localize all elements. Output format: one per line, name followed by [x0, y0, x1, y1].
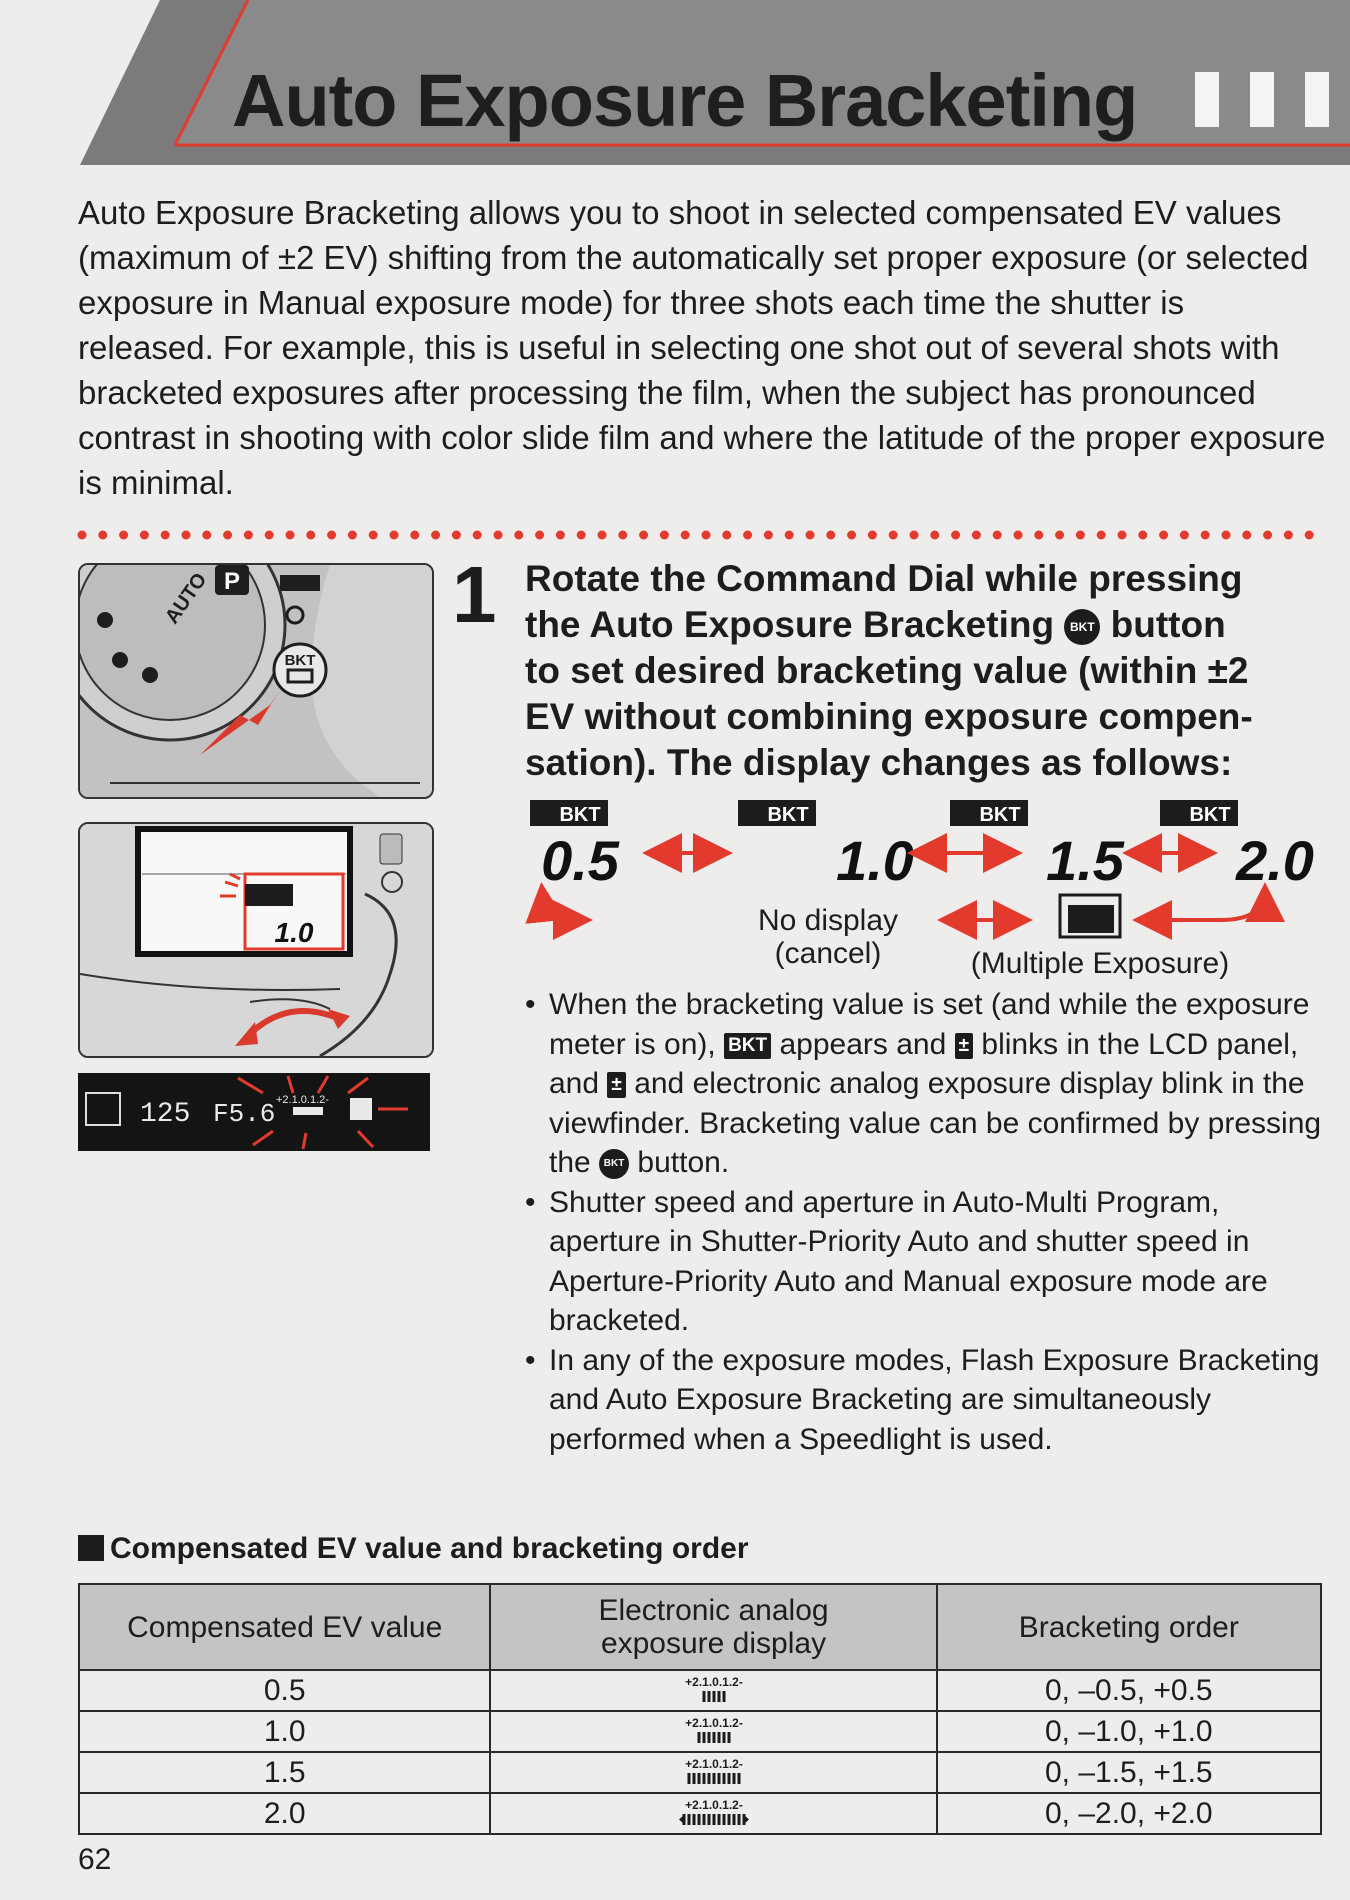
order-cell: 0, –2.0, +2.0	[937, 1793, 1321, 1834]
exposure-bar	[697, 1814, 700, 1825]
bkt-icon-label: BKT	[767, 804, 809, 826]
exposure-bar	[702, 1732, 705, 1743]
order-cell: 0, –0.5, +0.5	[937, 1670, 1321, 1711]
exposure-bar	[712, 1691, 715, 1702]
step-line	[525, 602, 1315, 648]
exposure-bar	[722, 1691, 725, 1702]
divider-dot	[764, 531, 773, 540]
bkt-button-label: BKT	[284, 652, 316, 669]
col-header-display	[490, 1584, 936, 1670]
exposure-bars	[687, 1773, 740, 1784]
notes-list	[525, 985, 1325, 1459]
page-number: 62	[78, 1843, 112, 1876]
table-row	[79, 1711, 1321, 1752]
lcd-aperture: F5.6	[213, 1099, 276, 1129]
scale-label: +2.1.0.1.2-	[684, 1675, 743, 1690]
divider-dot	[1118, 531, 1127, 540]
intro-paragraph: Auto Exposure Bracketing allows you to shoot in selected compensated EV values (maximum of ±2 EV) shifting from the automatically set proper exposure (or selected exposure in Manual exposure mode) for three shots each time the shutter is released. For example, this is useful in selecting one shot out of several shots with bracketed exposures after processing the film, when the subject has pronounced contrast in shooting with color slide film and where the latitude of the proper exposure is minimal.	[78, 194, 1326, 501]
exposure-bar	[717, 1732, 720, 1743]
divider-dot	[223, 531, 232, 540]
divider-dot	[556, 531, 565, 540]
arrow-icon	[1140, 890, 1265, 920]
multiple-exposure-label: (Multiple Exposure)	[970, 947, 1230, 980]
scale-label: +2.1.0.1.2-	[684, 1798, 743, 1813]
bkt-display-icon	[738, 800, 816, 826]
exposure-bar	[732, 1814, 735, 1825]
divider-dot	[202, 531, 211, 540]
no-display-label: No display	[757, 904, 899, 937]
divider-dot	[1222, 531, 1231, 540]
divider-dot	[161, 531, 170, 540]
bkt-icon-label: BKT	[559, 804, 601, 826]
exposure-bar	[692, 1814, 695, 1825]
divider-dot	[182, 531, 191, 540]
step-line: EV without combining exposure compen-	[525, 696, 1253, 737]
exposure-bar	[692, 1773, 695, 1784]
divider-dot	[1159, 531, 1168, 540]
divider-dot	[972, 531, 981, 540]
col-header-line: exposure display	[600, 1627, 827, 1660]
sequence-value: 1.0	[836, 829, 914, 892]
step-line: sation). The display changes as follows:	[525, 742, 1233, 783]
step-text: the Auto Exposure Bracketing	[525, 604, 1055, 645]
overflow-arrow-icon	[679, 1814, 685, 1825]
bkt-round-icon: BKT	[1064, 609, 1100, 645]
ev-compensation-icon: ±	[607, 1072, 625, 1098]
divider-dot	[265, 531, 274, 540]
note-text: and electronic analog exposure display blink in the viewfinder. Bracketing value can be confirmed by pressing the	[549, 1067, 1322, 1179]
exposure-bar	[707, 1691, 710, 1702]
page-title: Auto Exposure Bracketing	[232, 59, 1138, 142]
ev-cell: 2.0	[79, 1793, 490, 1834]
divider-dot	[473, 531, 482, 540]
list-item: • Shutter speed and aperture in Auto-Multi Program, aperture in Shutter-Priority Auto and shutter speed in Aperture-Priority Auto and Manual exposure mode are bracketed.	[525, 1183, 1325, 1341]
exposure-bars	[679, 1814, 749, 1825]
sequence-value: 0.5	[541, 829, 619, 892]
bracketing-table	[78, 1583, 1322, 1835]
table-row	[79, 1793, 1321, 1834]
exposure-bar	[727, 1814, 730, 1825]
ev-cell: 1.5	[79, 1752, 490, 1793]
exposure-bar	[722, 1814, 725, 1825]
exposure-bar	[727, 1732, 730, 1743]
divider-dot	[1014, 531, 1023, 540]
ev-compensation-icon: ±	[955, 1033, 973, 1059]
bkt-icon: BKT	[724, 1033, 771, 1059]
exposure-bar	[717, 1773, 720, 1784]
exposure-bar	[732, 1773, 735, 1784]
exposure-bar	[712, 1773, 715, 1784]
divider-dot	[598, 531, 607, 540]
divider-dot	[889, 531, 898, 540]
divider-dot	[1180, 531, 1189, 540]
exposure-bar	[702, 1814, 705, 1825]
divider-dot	[1055, 531, 1064, 540]
exposure-bar	[727, 1773, 730, 1784]
divider-dot	[514, 531, 523, 540]
divider-dot	[660, 531, 669, 540]
divider-dot	[452, 531, 461, 540]
divider-dot	[1138, 531, 1147, 540]
step-number: 1	[452, 550, 497, 639]
exposure-bar	[707, 1773, 710, 1784]
divider-dot	[577, 531, 586, 540]
bracketing-sequence-diagram	[520, 795, 1320, 985]
divider-dot	[785, 531, 794, 540]
divider-dot	[951, 531, 960, 540]
exposure-bar	[687, 1814, 690, 1825]
divider-dot	[847, 531, 856, 540]
divider-dot	[1263, 531, 1272, 540]
divider-dot	[826, 531, 835, 540]
exposure-bar	[722, 1732, 725, 1743]
divider-dot	[1201, 531, 1210, 540]
cancel-label: (cancel)	[774, 937, 882, 970]
divider-dot	[78, 531, 87, 540]
note-text: button.	[637, 1146, 730, 1179]
lcd-scale: +2.1.0.1.2-	[276, 1094, 329, 1106]
exposure-bar	[687, 1773, 690, 1784]
table-heading	[78, 1532, 749, 1566]
square-bullet-icon	[78, 1535, 104, 1561]
scale-label: +2.1.0.1.2-	[684, 1757, 743, 1772]
ev-cell: 1.0	[79, 1711, 490, 1752]
divider-dot	[369, 531, 378, 540]
divider-dot	[410, 531, 419, 540]
divider-dot	[327, 531, 336, 540]
dotted-divider	[76, 528, 1326, 542]
camera-dial-illustration	[78, 563, 434, 799]
exposure-bar	[737, 1814, 740, 1825]
divider-dot	[494, 531, 503, 540]
divider-dot	[1076, 531, 1085, 540]
table-header-row	[79, 1584, 1321, 1670]
sequence-value: 2.0	[1236, 829, 1314, 892]
viewfinder-illustration	[78, 822, 434, 1058]
note-text: blinks in the LCD panel, and	[549, 1027, 1299, 1100]
dial-auto-label: AUTO	[161, 569, 212, 628]
lcd-panel-illustration	[78, 1073, 430, 1151]
bkt-display-icon	[530, 800, 608, 826]
divider-dot	[1305, 531, 1314, 540]
list-item	[525, 985, 1325, 1183]
divider-dot	[98, 531, 107, 540]
divider-dot	[140, 531, 149, 540]
exposure-bar	[712, 1814, 715, 1825]
exposure-bar	[697, 1773, 700, 1784]
divider-dot	[348, 531, 357, 540]
analog-display-icon	[659, 1797, 769, 1831]
order-cell: 0, –1.0, +1.0	[937, 1711, 1321, 1752]
note-text: When the bracketing value is set (and while the exposure meter is on),	[549, 988, 1310, 1061]
scale-label: +2.1.0.1.2-	[684, 1716, 743, 1731]
display-cell	[490, 1793, 936, 1834]
divider-dot	[910, 531, 919, 540]
divider-dot	[681, 531, 690, 540]
divider-dot	[930, 531, 939, 540]
bkt-display-icon	[950, 800, 1028, 826]
divider-dot	[286, 531, 295, 540]
divider-dot	[806, 531, 815, 540]
divider-dot	[431, 531, 440, 540]
exposure-bar	[712, 1732, 715, 1743]
dial-p-label: P	[223, 568, 241, 595]
exposure-bar	[702, 1691, 705, 1702]
divider-dot	[618, 531, 627, 540]
divider-dot	[244, 531, 253, 540]
exposure-bars	[697, 1732, 730, 1743]
display-cell	[490, 1711, 936, 1752]
order-cell: 0, –1.5, +1.5	[937, 1752, 1321, 1793]
exposure-bar	[707, 1732, 710, 1743]
display-cell	[490, 1752, 936, 1793]
bkt-icon-label: BKT	[979, 804, 1021, 826]
bkt-display-icon	[1160, 800, 1238, 826]
ev-cell: 0.5	[79, 1670, 490, 1711]
divider-dot	[119, 531, 128, 540]
list-item: • In any of the exposure modes, Flash Exposure Bracketing and Auto Exposure Bracketing are simultaneously performed when a Speedlight is used.	[525, 1341, 1325, 1460]
exposure-bar	[707, 1814, 710, 1825]
divider-dot	[639, 531, 648, 540]
table-row	[79, 1670, 1321, 1711]
col-header-order: Bracketing order	[937, 1584, 1321, 1670]
multiple-exposure-icon	[1060, 895, 1120, 937]
sequence-value: 1.5	[1046, 829, 1124, 892]
exposure-bar	[737, 1773, 740, 1784]
overflow-arrow-icon	[743, 1814, 749, 1825]
bkt-icon-label: BKT	[1189, 804, 1231, 826]
divider-dot	[1242, 531, 1251, 540]
exposure-bar	[717, 1814, 720, 1825]
step-line: Rotate the Command Dial while pressing	[525, 558, 1243, 599]
viewfinder-value: 1.0	[274, 917, 314, 948]
exposure-bars	[702, 1691, 725, 1702]
exposure-bar	[722, 1773, 725, 1784]
table-heading-text: Compensated EV value and bracketing order	[110, 1532, 749, 1565]
divider-dot	[535, 531, 544, 540]
divider-dot	[1284, 531, 1293, 540]
divider-dot	[702, 531, 711, 540]
analog-display-icon	[659, 1715, 769, 1749]
divider-dot	[722, 531, 731, 540]
step-instruction	[525, 556, 1315, 786]
exposure-bar	[702, 1773, 705, 1784]
exposure-bar	[697, 1732, 700, 1743]
display-cell	[490, 1670, 936, 1711]
divider-dot	[1034, 531, 1043, 540]
divider-dot	[743, 531, 752, 540]
divider-dot	[993, 531, 1002, 540]
bkt-round-icon: BKT	[599, 1149, 629, 1179]
divider-dot	[1097, 531, 1106, 540]
step-text: button	[1110, 604, 1226, 645]
exposure-bar	[717, 1691, 720, 1702]
step-line: to set desired bracketing value (within ±2	[525, 650, 1249, 691]
table-row	[79, 1752, 1321, 1793]
analog-display-icon	[659, 1674, 769, 1708]
col-header-line: Electronic analog	[598, 1594, 829, 1627]
col-header-ev: Compensated EV value	[79, 1584, 490, 1670]
arrow-icon	[542, 890, 585, 920]
divider-dot	[868, 531, 877, 540]
note-text: appears and	[779, 1027, 947, 1061]
divider-dot	[390, 531, 399, 540]
analog-display-icon	[659, 1756, 769, 1790]
lcd-shutter: 125	[140, 1099, 191, 1130]
divider-dot	[306, 531, 315, 540]
